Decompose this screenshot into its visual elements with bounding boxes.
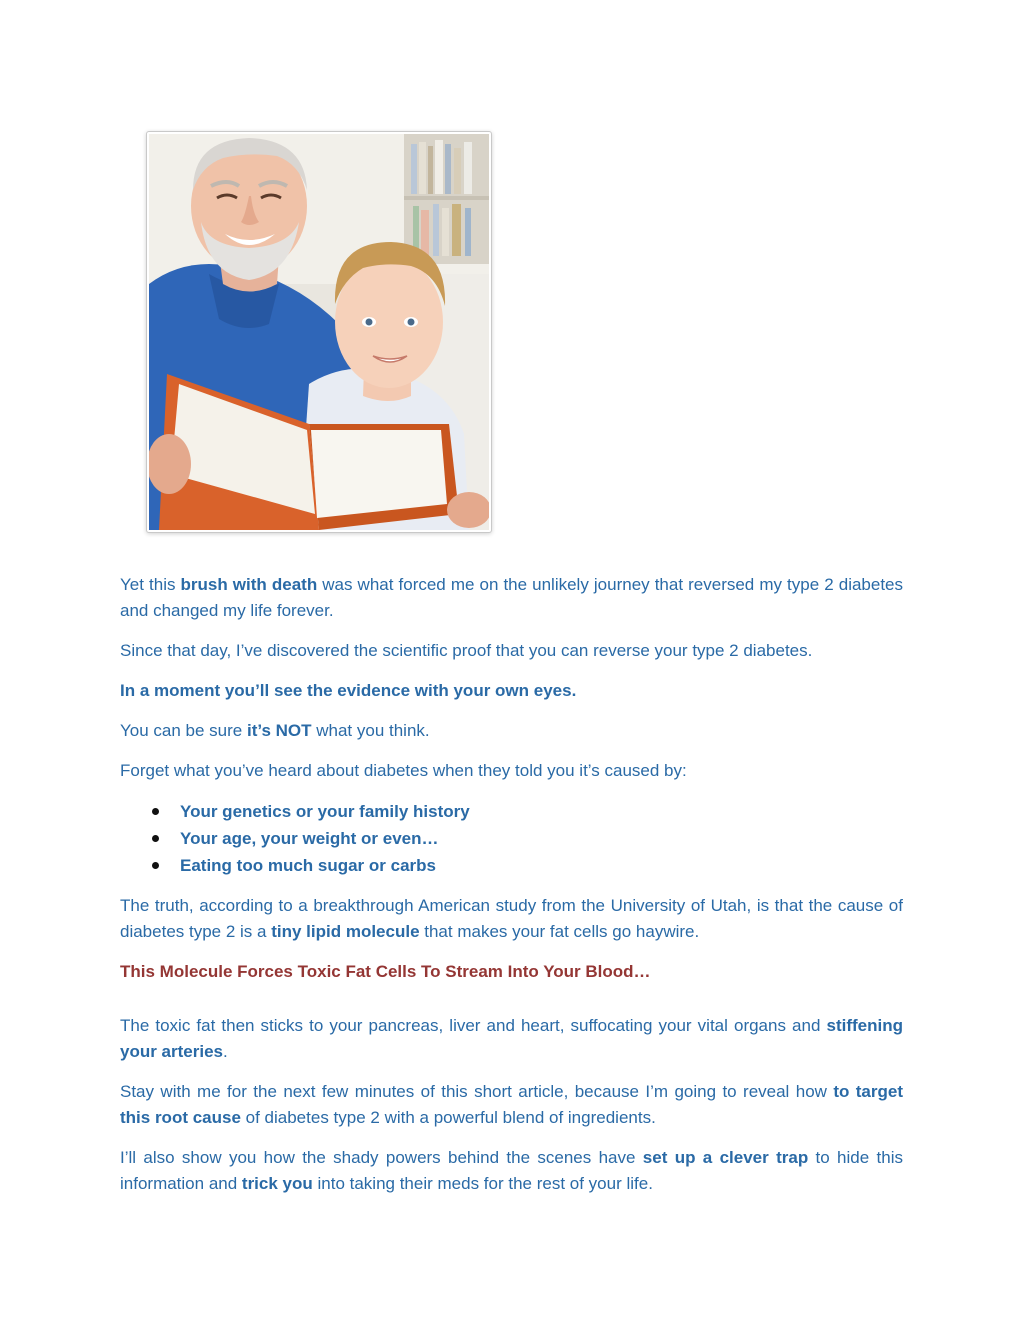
- paragraph-brush-with-death: [120, 572, 903, 624]
- paragraph-toxic-fat: [120, 1013, 903, 1065]
- text-span: of diabetes type 2 with a powerful blend of ingredients.: [240, 1108, 656, 1127]
- text-span: that makes your fat cells go haywire.: [419, 922, 700, 941]
- list-item: Your genetics or your family history: [180, 798, 903, 825]
- text-span: what you think.: [311, 721, 430, 740]
- paragraph-evidence: [120, 678, 903, 704]
- text-span: Since that day, I’ve discovered the scientific proof that you can reverse your type 2 diabetes.: [120, 641, 813, 660]
- text-span: to hide this information and: [120, 1148, 903, 1193]
- emphasis-arteries: stiffening your arteries: [120, 1016, 903, 1061]
- article-photo: [146, 131, 492, 533]
- grandfather-grandson-reading-photo: [149, 134, 489, 530]
- emphasis-trick-you: trick you: [241, 1174, 313, 1193]
- emphasis-clever-trap: set up a clever trap: [642, 1148, 809, 1167]
- paragraph-its-not: [120, 718, 903, 744]
- emphasis-brush-with-death: brush with death: [180, 575, 318, 594]
- list-item: Eating too much sugar or carbs: [180, 852, 903, 879]
- text-span: .: [223, 1042, 228, 1061]
- paragraph-truth: [120, 893, 903, 945]
- emphasis-root-cause: to target this root cause: [120, 1082, 904, 1127]
- paragraph-clever-trap: [120, 1145, 903, 1197]
- article-body: [120, 572, 903, 1211]
- text-span: The truth, according to a breakthrough American study from the University of Utah, is that the cause of diabetes type 2 is a: [120, 896, 903, 941]
- text-span: Forget what you’ve heard about diabetes when they told you it’s caused by:: [120, 761, 687, 780]
- text-span: Yet this: [120, 575, 181, 594]
- paragraph-scientific-proof: [120, 638, 903, 664]
- emphasis-its-not: it’s NOT: [246, 721, 312, 740]
- text-span: The toxic fat then sticks to your pancreas, liver and heart, suffocating your vital organs and: [120, 1016, 827, 1035]
- causes-list: [120, 798, 903, 879]
- text-span: Stay with me for the next few minutes of this short article, because I’m going to reveal how: [120, 1082, 834, 1101]
- text-span: was what forced me on the unlikely journey that reversed my type 2 diabetes and changed my life forever.: [120, 575, 904, 620]
- list-item: Your age, your weight or even…: [180, 825, 903, 852]
- emphasis-lipid-molecule: tiny lipid molecule: [271, 922, 420, 941]
- paragraph-forget: [120, 758, 903, 784]
- paragraph-stay-with-me: [120, 1079, 903, 1131]
- text-span: I’ll also show you how the shady powers behind the scenes have: [120, 1148, 643, 1167]
- emphasis-evidence: In a moment you’ll see the evidence with your own eyes.: [120, 681, 577, 700]
- text-span: You can be sure: [120, 721, 247, 740]
- section-subheading: This Molecule Forces Toxic Fat Cells To Stream Into Your Blood…: [120, 962, 651, 981]
- text-span: into taking their meds for the rest of your life.: [312, 1174, 653, 1193]
